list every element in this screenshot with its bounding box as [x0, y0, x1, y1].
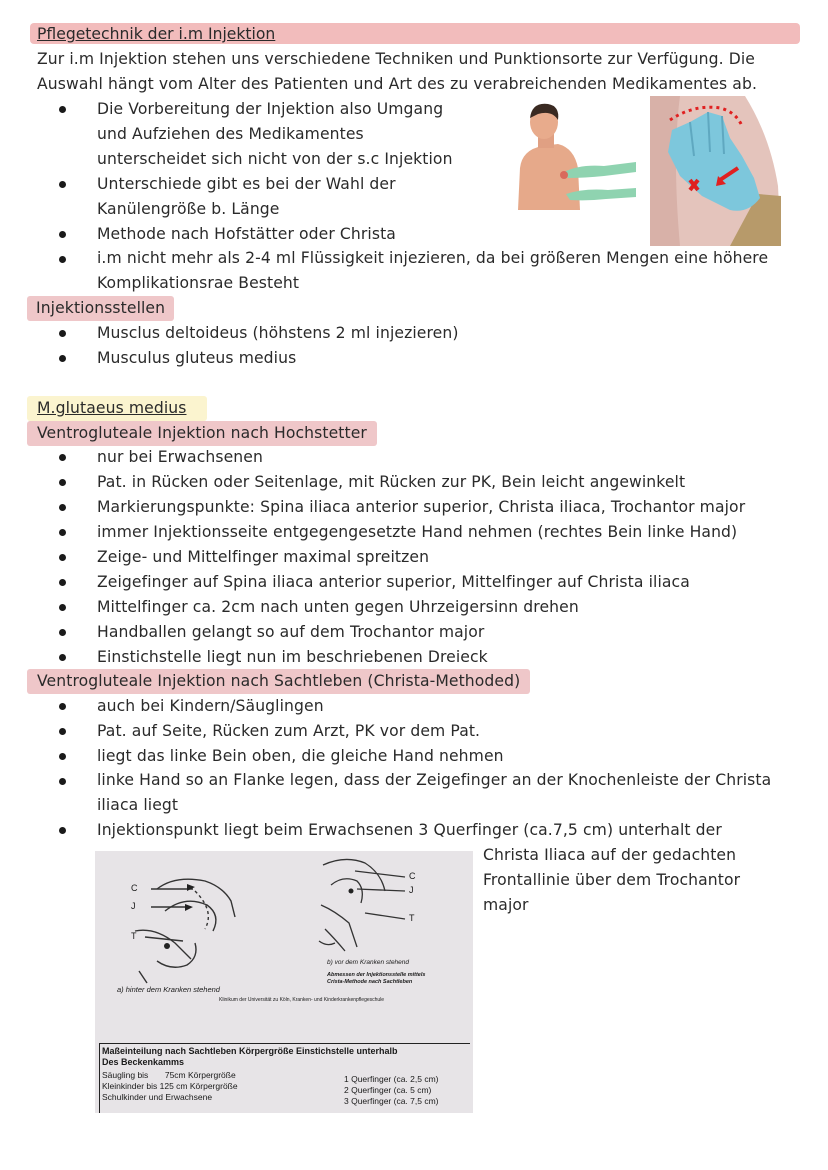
bullet-dot	[59, 454, 66, 461]
bullet-dot	[59, 479, 66, 486]
table-header: Maßeinteilung nach Sachtleben Körpergröße Einstichstelle unterhalb	[102, 1046, 398, 1056]
list-item: immer Injektionsseite entgegengesetzte Hand nehmen (rechtes Bein linke Hand)	[97, 523, 738, 541]
caption-measure-line: Crista-Methode nach Sachtleben	[327, 979, 413, 985]
list-item: Mittelfinger ca. 2cm nach unten gegen Uhrzeigersinn drehen	[97, 598, 579, 616]
list-item: Musclus deltoideus (höhstens 2 ml injezieren)	[97, 324, 459, 342]
ventrogluteal-hand-illustration	[650, 96, 781, 246]
list-item: Zeige- und Mittelfinger maximal spreitzen	[97, 548, 430, 566]
bullet-dot	[59, 778, 66, 785]
sachtleben-table	[99, 1043, 470, 1113]
intro-line: Zur i.m Injektion stehen uns verschiedene Techniken und Punktionsorte zur Verfügung. Die	[37, 50, 755, 68]
list-item: Methode nach Hofstätter oder Christa	[97, 225, 396, 243]
side-text-line: major	[483, 896, 529, 914]
list-item: Zeigefinger auf Spina iliaca anterior superior, Mittelfinger auf Christa iliaca	[97, 573, 690, 591]
list-item: Markierungspunkte: Spina iliaca anterior superior, Christa iliaca, Trochantor major	[97, 498, 746, 516]
sketch-letter: C	[409, 871, 416, 881]
section-heading-injektionsstellen: Injektionsstellen	[27, 296, 174, 321]
table-cell-left: Schulkinder und Erwachsene	[102, 1092, 213, 1102]
side-text-line: Frontallinie über dem Trochantor	[483, 871, 741, 889]
list-item-continuation: und Aufziehen des Medikamentes	[97, 125, 364, 143]
bullet-dot	[59, 654, 66, 661]
list-item: Einstichstelle liegt nun im beschriebenen Dreieck	[97, 648, 488, 666]
bullet-dot	[59, 529, 66, 536]
credit-line: Klinikum der Universität zu Köln, Kranken- und Kinderkrankenpflegeschule	[219, 997, 385, 1003]
caption-measure-line: Abmessen der Injektionsstelle mittels	[327, 972, 426, 978]
list-item: i.m nicht mehr als 2-4 ml Flüssigkeit injezieren, da bei größeren Mengen eine höhere	[97, 249, 769, 267]
list-item: nur bei Erwachsenen	[97, 448, 263, 466]
bullet-dot	[59, 106, 66, 113]
deltoid-injection-illustration	[508, 98, 638, 210]
sketch-letter: C	[131, 883, 138, 893]
list-item: auch bei Kindern/Säuglingen	[97, 697, 324, 715]
sketch-letter: T	[409, 913, 415, 923]
bullet-dot	[59, 604, 66, 611]
intro-line: Auswahl hängt vom Alter des Patienten und Art des zu verabreichenden Medikamentes ab.	[37, 75, 758, 93]
bullet-dot	[59, 504, 66, 511]
table-cell-right: 2 Querfinger (ca. 5 cm)	[344, 1085, 432, 1095]
bullet-dot	[59, 703, 66, 710]
page-title: Pflegetechnik der i.m Injektion	[37, 25, 276, 43]
section-heading-glutaeus-medius-text: M.glutaeus medius	[37, 399, 187, 417]
section-heading-sachtleben: Ventrogluteale Injektion nach Sachtleben (Christa-Methoded)	[27, 669, 530, 694]
list-item: Pat. in Rücken oder Seitenlage, mit Rücken zur PK, Bein leicht angewinkelt	[97, 473, 686, 491]
section-heading-glutaeus-medius	[27, 396, 207, 421]
bullet-dot	[59, 355, 66, 362]
bullet-dot	[59, 629, 66, 636]
bullet-dot	[59, 330, 66, 337]
caption-in-front-of-patient: b) vor dem Kranken stehend	[327, 959, 410, 966]
sketch-letter: J	[131, 901, 136, 911]
bullet-dot	[59, 728, 66, 735]
list-item: Die Vorbereitung der Injektion also Umgang	[97, 100, 444, 118]
list-item-continuation: Komplikationsrae Besteht	[97, 274, 300, 292]
list-item: Unterschiede gibt es bei der Wahl der	[97, 175, 396, 193]
list-item-continuation: Kanülengröße b. Länge	[97, 200, 280, 218]
list-item-continuation: iliaca liegt	[97, 796, 179, 814]
table-cell-left: Kleinkinder bis 125 cm Körpergröße	[102, 1081, 238, 1091]
bullet-dot	[59, 256, 66, 263]
bullet-dot	[59, 753, 66, 760]
list-item-continuation: unterscheidet sich nicht von der s.c Injektion	[97, 150, 453, 168]
bullet-dot	[59, 827, 66, 834]
table-header: Des Beckenkamms	[102, 1057, 185, 1067]
table-cell-right: 3 Querfinger (ca. 7,5 cm)	[344, 1096, 439, 1106]
side-text-line: Christa Iliaca auf der gedachten	[483, 846, 737, 864]
list-item: linke Hand so an Flanke legen, dass der Zeigefinger an der Knochenleiste der Christa	[97, 771, 772, 789]
table-cell-right: 1 Querfinger (ca. 2,5 cm)	[344, 1074, 439, 1084]
list-item: Handballen gelangt so auf dem Trochantor major	[97, 623, 485, 641]
sketch-letter: J	[409, 885, 414, 895]
sachtleben-scan-figure	[95, 851, 473, 1113]
section-heading-hochstetter: Ventrogluteale Injektion nach Hochstetter	[27, 421, 377, 446]
table-cell-left: Säugling bis 75cm Körpergröße	[102, 1070, 236, 1080]
list-item: liegt das linke Bein oben, die gleiche Hand nehmen	[97, 747, 504, 765]
sketch-letter: T	[131, 931, 137, 941]
caption-behind-patient: a) hinter dem Kranken stehend	[117, 985, 220, 994]
bullet-dot	[59, 231, 66, 238]
list-item: Musculus gluteus medius	[97, 349, 297, 367]
list-item: Pat. auf Seite, Rücken zum Arzt, PK vor dem Pat.	[97, 722, 481, 740]
bullet-dot	[59, 579, 66, 586]
list-item: Injektionspunkt liegt beim Erwachsenen 3 Querfinger (ca.7,5 cm) unterhalt der	[97, 821, 722, 839]
bullet-dot	[59, 181, 66, 188]
bullet-dot	[59, 554, 66, 561]
